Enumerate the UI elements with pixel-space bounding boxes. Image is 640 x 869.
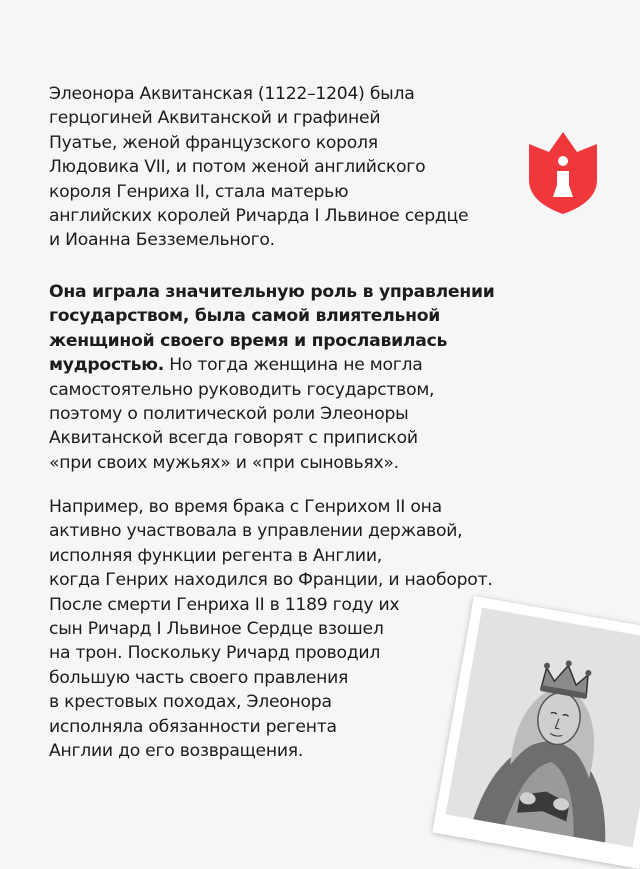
paragraph-intro xyxy=(49,82,468,253)
text-line: герцогиней Аквитанской и графиней xyxy=(49,108,381,129)
text-line: самостоятельно руководить государством, xyxy=(49,379,435,400)
text-line: Например, во время брака с Генрихом II она xyxy=(49,497,442,517)
text-line: поэтому о политической роли Элеоноры xyxy=(49,404,409,425)
text-line: Пуатье, женой французского короля xyxy=(49,132,378,153)
text-line: на трон. Поскольку Ричард проводил xyxy=(49,643,381,664)
text-line: «при своих мужьях» и «при сыновьях». xyxy=(49,452,399,473)
paragraph-role xyxy=(49,280,495,475)
text-line: Аквитанской всегда говорят с припиской xyxy=(49,428,418,449)
bold-fragment: мудростью. xyxy=(49,355,165,376)
text-line: исполняя функции регента в Англии, xyxy=(49,545,382,566)
text-line: большую часть своего правления xyxy=(49,667,349,688)
text-line: Элеонора Аквитанская (1122–1204) была xyxy=(49,84,415,104)
paragraph-regency xyxy=(49,495,493,763)
text-line: Англии до его возвращения. xyxy=(49,741,304,762)
text-line: исполняла обязанности регента xyxy=(49,716,337,737)
text-line: короля Генриха II, стала матерью xyxy=(49,181,349,202)
bold-text-line: государством, была самой влиятельной xyxy=(49,306,441,327)
text-line: сын Ричард I Львиное Сердце взошел xyxy=(49,619,384,640)
text-line: Людовика VII, и потом женой английского xyxy=(49,157,426,178)
bold-text-line: женщиной своего время и прославилась xyxy=(49,330,448,351)
bold-text-line: Она играла значительную роль в управлении xyxy=(49,282,495,302)
regular-fragment: Но тогда женщина не могла xyxy=(164,355,423,376)
tulip-info-icon xyxy=(527,130,599,216)
text-line: активно участвовала в управлении державой, xyxy=(49,521,463,542)
queen-portrait-icon xyxy=(446,608,640,848)
text-line: в крестовых походах, Элеонора xyxy=(49,692,332,713)
text-line: После смерти Генриха II в 1189 году их xyxy=(49,594,400,615)
text-line: и Иоанна Безземельного. xyxy=(49,230,275,251)
text-line: когда Генрих находился во Франции, и наоборот. xyxy=(49,570,493,591)
text-line: английских королей Ричарда I Львиное сердце xyxy=(49,206,469,227)
mixed-text-line xyxy=(49,353,495,377)
